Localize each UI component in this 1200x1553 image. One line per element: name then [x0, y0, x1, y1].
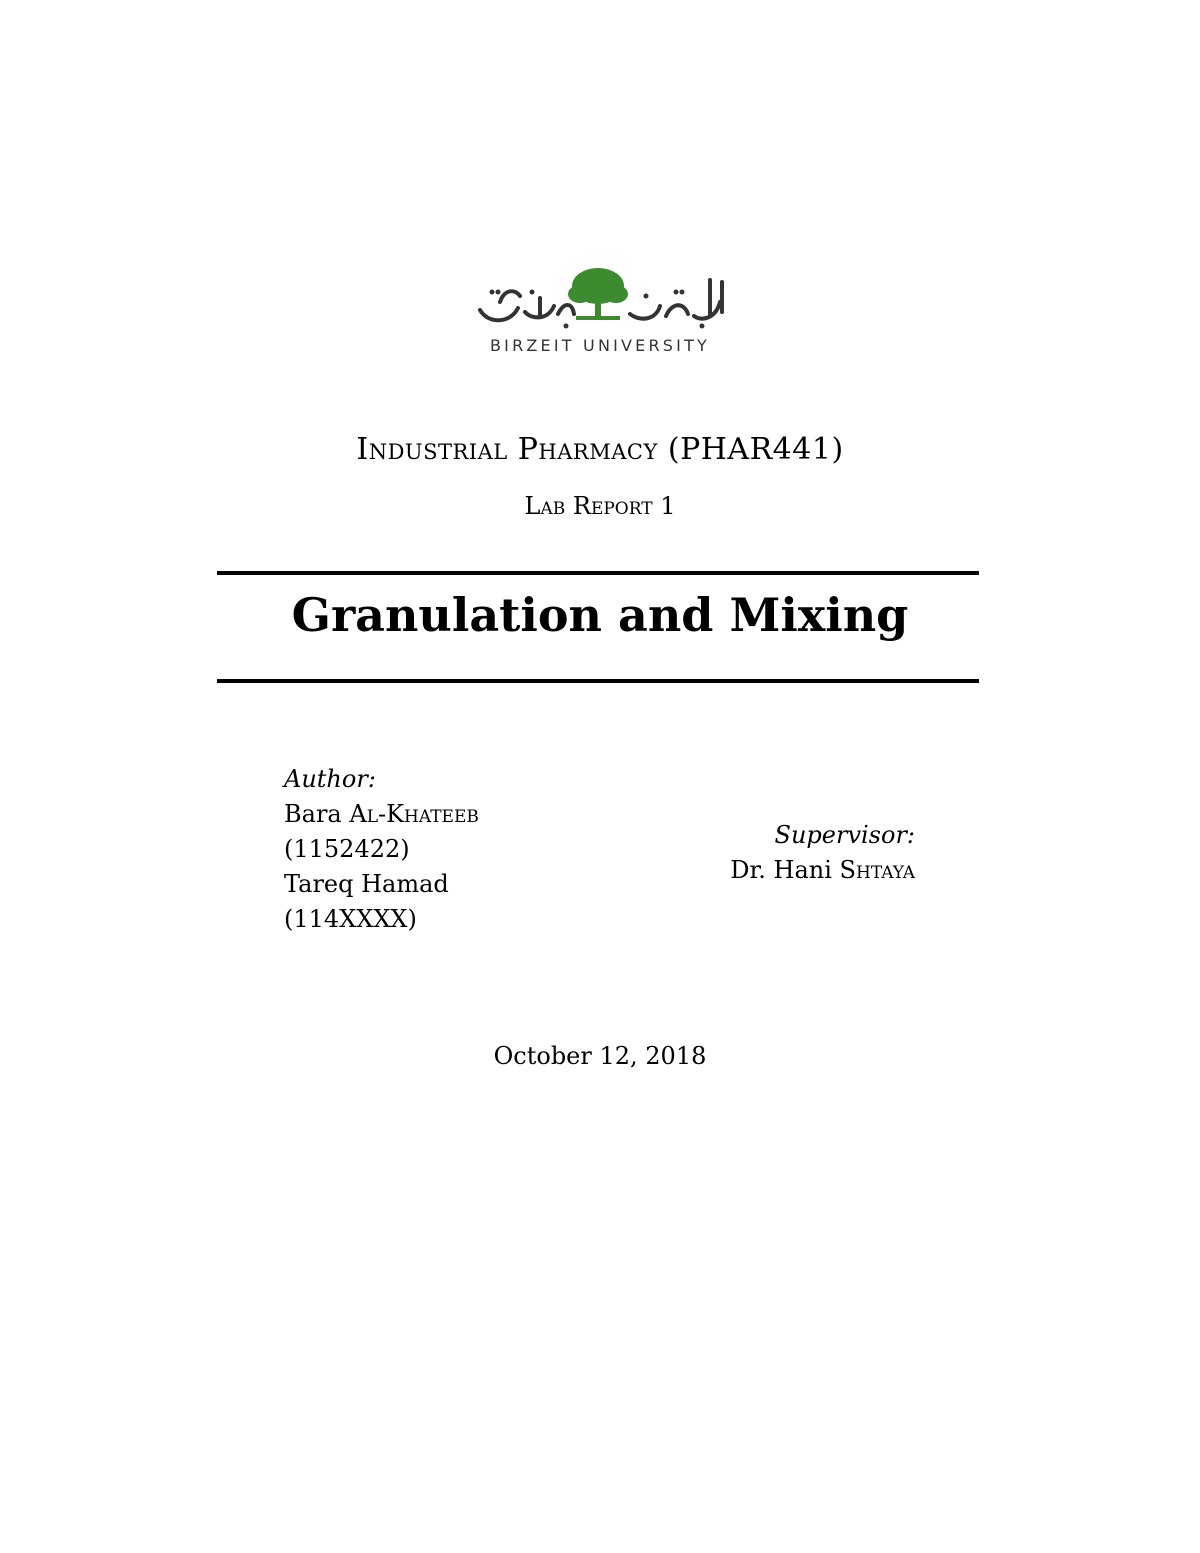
supervisor-block: [730, 818, 915, 888]
author-name: Tareq Hamad: [284, 870, 449, 898]
author-label: Author:: [284, 765, 376, 793]
supervisor-name: Dr. Hani Shtaya: [730, 856, 915, 884]
author-name: Bara Al-Khateeb: [284, 800, 479, 828]
author-block: [284, 762, 479, 937]
report-label: Lab Report 1: [524, 492, 676, 520]
tree-icon: [568, 268, 628, 320]
course-code: (PHAR441): [667, 432, 844, 467]
title-rule-top: [217, 571, 979, 575]
course-title: [0, 432, 1200, 467]
report-date: October 12, 2018: [493, 1042, 707, 1070]
author-id: (114XXXX): [284, 905, 417, 933]
university-logo: [470, 262, 730, 362]
title-rule-bottom: [217, 679, 979, 683]
author-id: (1152422): [284, 835, 410, 863]
supervisor-label: Supervisor:: [774, 821, 915, 849]
course-name: Industrial Pharmacy: [356, 432, 658, 467]
document-title: Granulation and Mixing: [291, 588, 909, 642]
birzeit-logo-icon: [470, 262, 730, 332]
university-name: BIRZEIT UNIVERSITY: [489, 336, 711, 355]
